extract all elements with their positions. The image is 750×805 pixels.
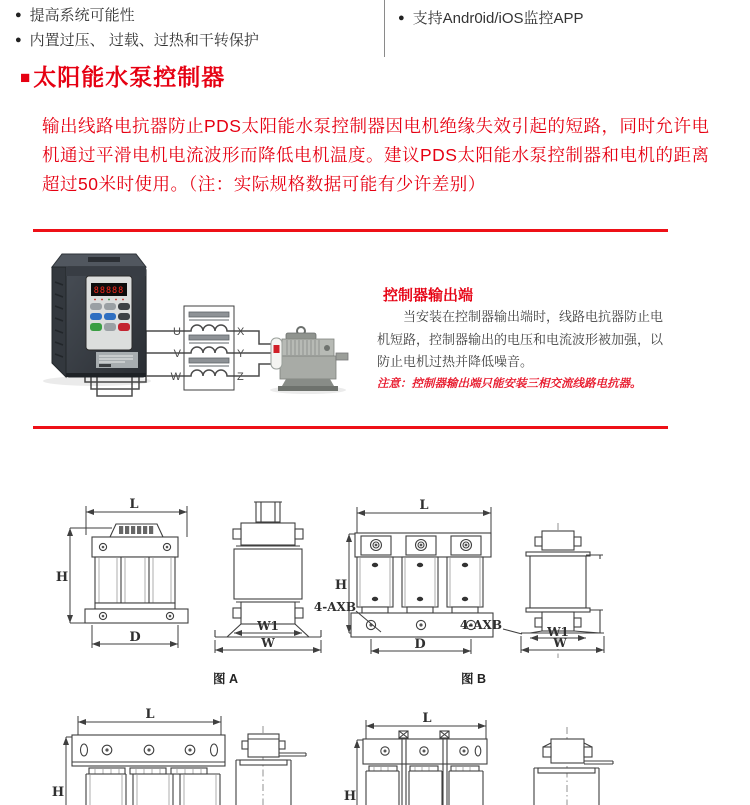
dim-label-l: L [419, 498, 429, 513]
keypad-buttons [90, 303, 130, 331]
intro-paragraph: 输出线路电抗器防止PDS太阳能水泵控制器因电机绝缘失效引起的短路，同时允许电机通过平滑电机电流波形而降低电机温度。建议PDS太阳能水泵控制器和电机的距离超过50米时使用。（注：实际规格数据可能有少许差别） [42, 116, 710, 194]
output-end-body: 当安装在控制器输出端时，线路电抗器防止电机短路，控制器输出的电压和电流波形被加强，以防止电机过热并降低噪音。 [377, 309, 664, 369]
bottom-front-drawing-2 [344, 711, 487, 805]
dim-label-l: L [129, 497, 139, 512]
dim-label-h: H [343, 789, 357, 804]
figure-a-caption: 图 A [213, 672, 239, 686]
square-bullet-icon: ■ [20, 68, 32, 87]
terminal-label-z: Z [237, 371, 244, 383]
dim-label-d: D [129, 630, 141, 645]
led-display-value: 88888 [93, 286, 125, 296]
feature-text: 支持Andr0id/iOS监控APP [412, 10, 584, 27]
motor-terminal-box [271, 338, 282, 369]
bullet-icon: ● [398, 12, 405, 24]
section-title-text: 太阳能水泵控制器 [33, 64, 226, 90]
terminal-label-u: U [173, 326, 181, 338]
bottom-side-drawing-2 [534, 727, 613, 805]
coil-phase-1 [185, 312, 233, 331]
motor-shaft [336, 353, 348, 360]
terminal-label-x: X [237, 326, 245, 338]
dim-label-w: W [261, 636, 275, 650]
terminal-label-w: W [170, 371, 181, 383]
bullet-icon: ● [15, 9, 22, 21]
terminal-label-v: V [173, 348, 181, 360]
motor-illustration [270, 327, 348, 394]
bullet-icon: ● [15, 34, 22, 46]
dim-label-4axb: 4-AXB [313, 600, 356, 614]
dim-label-h: H [334, 578, 348, 593]
dim-label-h: H [51, 785, 65, 800]
dim-label-h: H [55, 570, 69, 585]
dim-label-w: W [553, 636, 567, 650]
coil-phase-2 [185, 335, 233, 353]
terminal-label-y: Y [237, 348, 245, 360]
dim-label-w1: W1 [547, 625, 569, 639]
dim-label-l: L [422, 711, 432, 726]
dim-label-l: L [145, 707, 155, 722]
fig-a-front-drawing [56, 497, 188, 648]
output-end-title: 控制器输出端 [383, 287, 474, 304]
feature-text: 内置过压、 过载、过热和干转保护 [29, 32, 259, 49]
coil-phase-3 [185, 358, 233, 376]
reactor-coil-diagram [171, 306, 245, 390]
inverter-illustration [43, 254, 151, 386]
output-end-note: 注意：控制器输出端只能安装三相交流线路电抗器。 [377, 378, 642, 390]
dim-label-w1: W1 [257, 619, 279, 633]
dim-label-4axb: 4-AXB [459, 618, 502, 632]
bottom-side-drawing-1 [236, 726, 306, 805]
feature-text: 提高系统可能性 [29, 7, 135, 24]
bottom-front-drawing-1 [52, 707, 225, 805]
dim-label-d: D [414, 637, 426, 652]
figure-b-caption: 图 B [461, 672, 487, 686]
fig-a-side-drawing [215, 502, 321, 653]
